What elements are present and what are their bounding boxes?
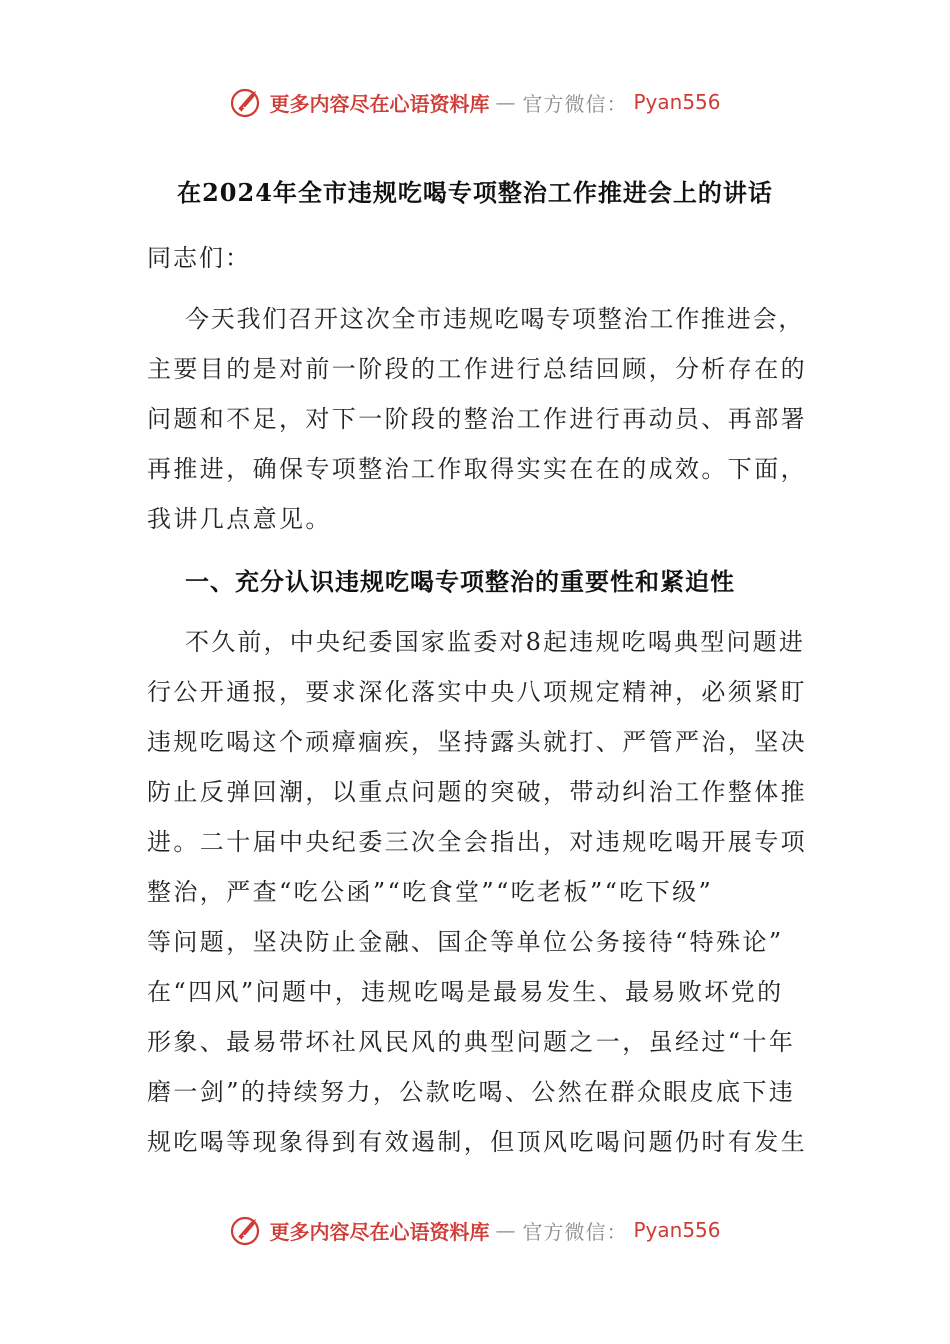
paragraph-line: 规吃喝等现象得到有效遏制，但顶风吃喝问题仍时有发生 bbox=[147, 1128, 807, 1156]
greeting: 同志们： bbox=[147, 244, 251, 272]
paragraph-line: 违规吃喝这个顽瘴痼疾，坚持露头就打、严管严治，坚决 bbox=[147, 728, 807, 756]
pen-logo-icon bbox=[229, 1213, 263, 1247]
paragraph-line: 防止反弹回潮，以重点问题的突破，带动纠治工作整体推 bbox=[147, 778, 807, 806]
intro-paragraph bbox=[147, 294, 807, 544]
document-title: 在2024年全市违规吃喝专项整治工作推进会上的讲话 bbox=[177, 178, 773, 207]
paragraph-line: 等问题，坚决防止金融、国企等单位公务接待“特殊论” bbox=[147, 928, 784, 956]
paragraph-line: 在“四风”问题中，违规吃喝是最易发生、最易败坏党的 bbox=[147, 978, 784, 1006]
watermark-wechat-id: Pyan556 bbox=[633, 1218, 721, 1242]
watermark-brand: 更多内容尽在心语资料库 bbox=[269, 1219, 490, 1244]
watermark-header bbox=[0, 82, 950, 122]
watermark-dash: — bbox=[495, 90, 517, 114]
watermark-dash: — bbox=[495, 1218, 517, 1242]
watermark-official: 官方微信： bbox=[522, 1219, 628, 1244]
paragraph-line: 整治，严查“吃公函”“吃食堂”“吃老板”“吃下级” bbox=[147, 878, 714, 906]
section1-paragraph bbox=[147, 617, 807, 1167]
paragraph-line: 不久前，中央纪委国家监委对8起违规吃喝典型问题进 bbox=[185, 628, 806, 656]
pen-logo-icon bbox=[229, 85, 263, 119]
paragraph-line: 进。二十届中央纪委三次全会指出，对违规吃喝开展专项 bbox=[147, 828, 807, 856]
section-heading: 一、充分认识违规吃喝专项整治的重要性和紧迫性 bbox=[185, 567, 735, 596]
paragraph-line: 今天我们召开这次全市违规吃喝专项整治工作推进会， bbox=[185, 305, 805, 333]
watermark-wechat-id: Pyan556 bbox=[633, 90, 721, 114]
watermark-footer bbox=[0, 1210, 950, 1250]
paragraph-line: 主要目的是对前一阶段的工作进行总结回顾，分析存在的 bbox=[147, 355, 807, 383]
paragraph-line: 问题和不足，对下一阶段的整治工作进行再动员、再部署 bbox=[147, 405, 807, 433]
paragraph-line: 再推进，确保专项整治工作取得实实在在的成效。下面， bbox=[147, 455, 807, 483]
paragraph-line: 行公开通报，要求深化落实中央八项规定精神，必须紧盯 bbox=[147, 678, 807, 706]
watermark-official: 官方微信： bbox=[522, 91, 628, 116]
watermark-brand: 更多内容尽在心语资料库 bbox=[269, 91, 490, 116]
paragraph-line: 我讲几点意见。 bbox=[147, 505, 332, 533]
paragraph-line: 形象、最易带坏社风民风的典型问题之一，虽经过“十年 bbox=[147, 1028, 796, 1056]
paragraph-line: 磨一剑”的持续努力，公款吃喝、公然在群众眼皮底下违 bbox=[147, 1078, 796, 1106]
